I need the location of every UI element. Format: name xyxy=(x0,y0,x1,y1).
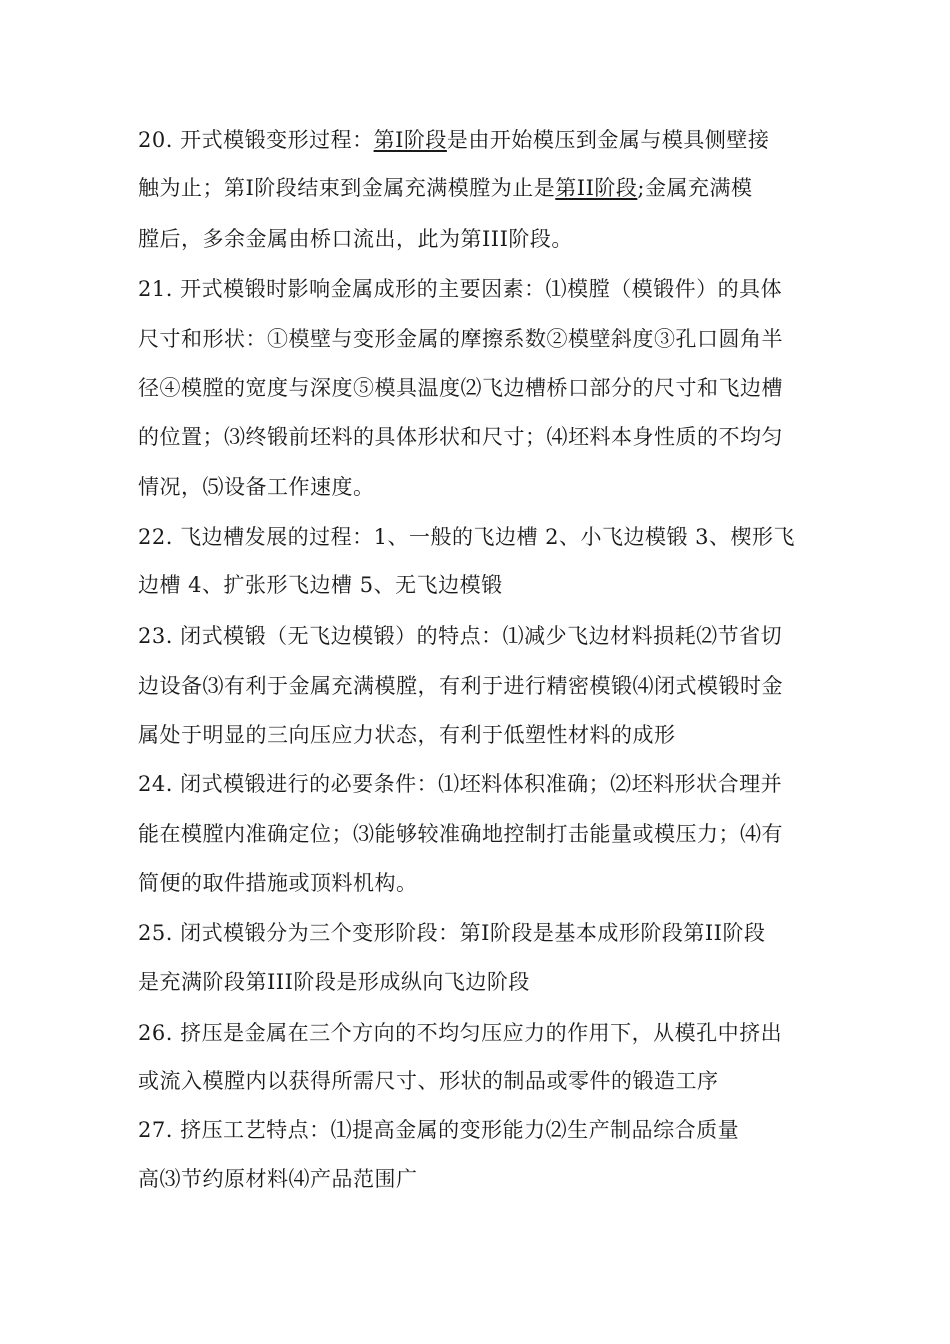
item-26-line-2 xyxy=(138,1068,719,1094)
text-run: 边设备⑶有利于金属充满模膛，有利于进行精密模锻⑷闭式模锻时金 xyxy=(138,674,783,698)
item-number: 26. xyxy=(138,1021,173,1045)
item-27-line-2 xyxy=(138,1166,418,1192)
text-run: ;金属充满模 xyxy=(637,176,753,200)
item-20-line-2 xyxy=(138,175,752,201)
item-number: 20. xyxy=(138,128,173,152)
item-26-line-1 xyxy=(138,1020,782,1046)
text-run: 属处于明显的三向压应力状态，有利于低塑性材料的成形 xyxy=(138,723,676,747)
item-number: 27. xyxy=(138,1118,173,1142)
text-run: 径④模膛的宽度与深度⑤模具温度⑵飞边槽桥口部分的尺寸和飞边槽 xyxy=(138,376,783,400)
item-23-line-3 xyxy=(138,722,676,748)
item-number: 21. xyxy=(138,277,173,301)
text-run: 飞边槽发展的过程：1、一般的飞边槽 2、小飞边模锻 3、楔形飞 xyxy=(180,525,796,549)
text-run: 闭式模锻分为三个变形阶段：第I阶段是基本成形阶段第II阶段 xyxy=(180,921,766,945)
item-20-line-1 xyxy=(138,127,769,153)
item-22-line-1 xyxy=(138,524,795,550)
text-run: 是充满阶段第III阶段是形成纵向飞边阶段 xyxy=(138,970,530,994)
text-run: 的位置；⑶终锻前坯料的具体形状和尺寸；⑷坯料本身性质的不均匀 xyxy=(138,425,783,449)
item-number: 25. xyxy=(138,921,173,945)
item-24-line-3 xyxy=(138,870,418,896)
text-run: 闭式模锻进行的必要条件：⑴坯料体积准确；⑵坯料形状合理并 xyxy=(180,772,783,796)
item-25-line-2 xyxy=(138,969,530,995)
text-run: 简便的取件措施或顶料机构。 xyxy=(138,871,418,895)
text-run: 情况，⑸设备工作速度。 xyxy=(138,475,375,499)
text-run: 开式模锻时影响金属成形的主要因素：⑴模膛（模锻件）的具体 xyxy=(180,277,783,301)
item-23-line-1 xyxy=(138,623,782,649)
text-run: 开式模锻变形过程： xyxy=(180,128,374,152)
text-run: 是由开始模压到金属与模具侧壁接 xyxy=(446,128,770,152)
item-number: 24. xyxy=(138,772,173,796)
text-run: 挤压工艺特点：⑴提高金属的变形能力⑵生产制品综合质量 xyxy=(180,1118,740,1142)
item-21-line-2 xyxy=(138,326,783,352)
underlined-term: 第I阶段 xyxy=(373,128,447,152)
item-number: 23. xyxy=(138,624,173,648)
item-21-line-5 xyxy=(138,474,375,500)
item-22-line-2 xyxy=(138,572,503,598)
text-run: 挤压是金属在三个方向的不均匀压应力的作用下，从模孔中挤出 xyxy=(180,1021,783,1045)
text-run: 触为止；第I阶段结束到金属充满模膛为止是 xyxy=(138,176,556,200)
text-run: 尺寸和形状：①模壁与变形金属的摩擦系数②模壁斜度③孔口圆角半 xyxy=(138,327,783,351)
item-20-line-3 xyxy=(138,226,573,252)
text-run: 膛后，多余金属由桥口流出，此为第III阶段。 xyxy=(138,227,573,251)
underlined-term: 第II阶段 xyxy=(555,176,638,200)
text-run: 能在模膛内准确定位；⑶能够较准确地控制打击能量或模压力；⑷有 xyxy=(138,822,783,846)
item-24-line-2 xyxy=(138,821,783,847)
item-27-line-1 xyxy=(138,1117,739,1143)
item-21-line-3 xyxy=(138,375,783,401)
text-run: 高⑶节约原材料⑷产品范围广 xyxy=(138,1167,418,1191)
item-23-line-2 xyxy=(138,673,783,699)
item-number: 22. xyxy=(138,525,173,549)
item-24-line-1 xyxy=(138,771,782,797)
text-run: 闭式模锻（无飞边模锻）的特点：⑴减少飞边材料损耗⑵节省切 xyxy=(180,624,783,648)
item-21-line-1 xyxy=(138,276,782,302)
item-25-line-1 xyxy=(138,920,765,946)
item-21-line-4 xyxy=(138,424,783,450)
text-run: 或流入模膛内以获得所需尺寸、形状的制品或零件的锻造工序 xyxy=(138,1069,719,1093)
text-run: 边槽 4、扩张形飞边槽 5、无飞边模锻 xyxy=(138,573,503,597)
